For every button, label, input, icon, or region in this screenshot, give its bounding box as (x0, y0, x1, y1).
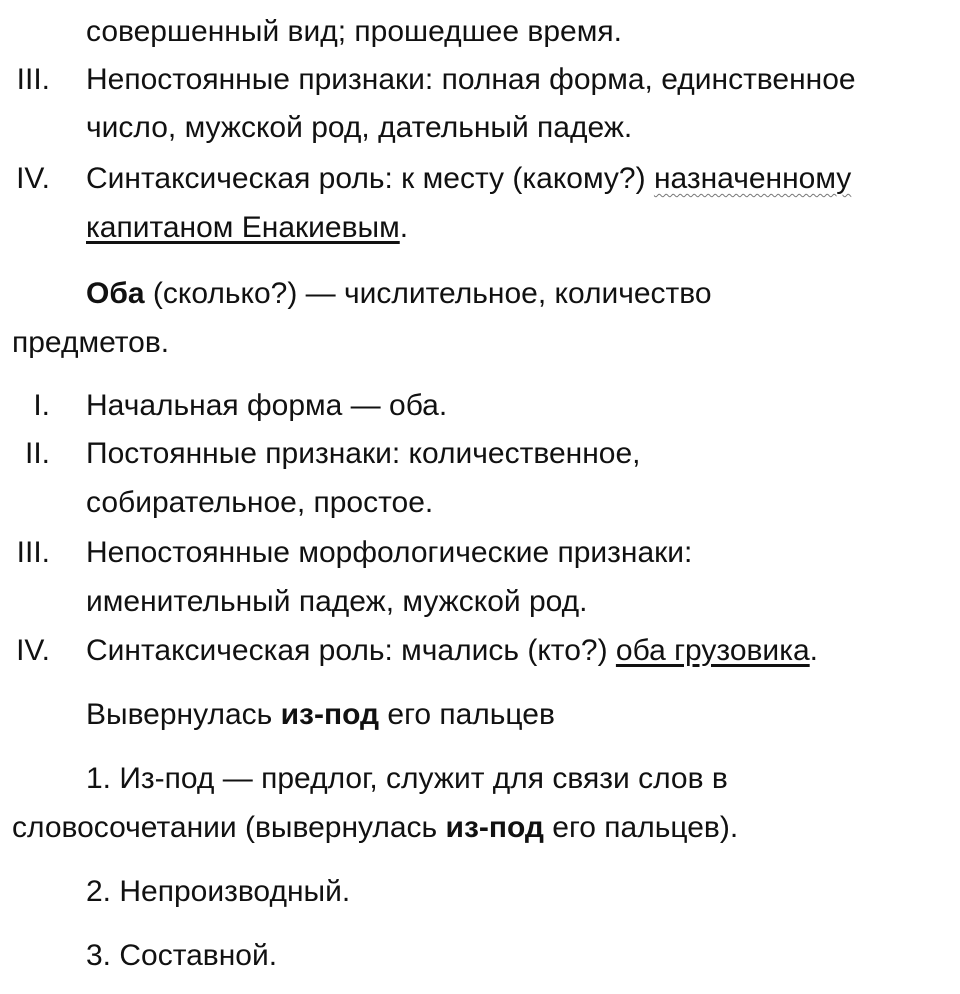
list-item-text (86, 210, 408, 246)
text-segment: Синтаксическая роль: к месту (какому?) (86, 162, 654, 195)
list-number: III. (16, 63, 50, 96)
text-segment: Синтаксическая роль: мчались (кто?) (86, 634, 616, 667)
text-segment: его пальцев (379, 698, 555, 731)
list-number: I. (33, 389, 50, 422)
list-item-text: собирательное, простое. (86, 486, 434, 519)
text-line: совершенный вид; прошедшее время. (86, 15, 622, 48)
bold-word: Оба (86, 277, 145, 310)
list-item-text: именительный падеж, мужской род. (86, 585, 588, 618)
paragraph-line: 3. Составной. (86, 939, 278, 972)
text-segment: . (809, 634, 819, 667)
paragraph-line: 1. Из-под — предлог, служит для связи слов в (86, 762, 728, 795)
text-segment: Вывернулась (86, 698, 281, 731)
underlined-phrase: капитаном Енакиевым (86, 211, 400, 244)
list-item-text (86, 633, 818, 669)
list-item-text: Непостоянные морфологические признаки: (86, 536, 693, 569)
paragraph-line: предметов. (12, 326, 170, 359)
text-segment: словосочетании (вывернулась (12, 811, 446, 844)
list-item-text: Непостоянные признаки: полная форма, единственное (86, 63, 856, 96)
paragraph-line: 2. Непроизводный. (86, 875, 351, 908)
list-number: IV. (16, 634, 50, 667)
bold-word: из-под (280, 698, 380, 731)
list-item-text: число, мужской род, дательный падеж. (86, 111, 633, 144)
list-item-text (86, 161, 851, 197)
paragraph-line (86, 276, 712, 312)
list-number: III. (16, 536, 50, 569)
list-number: IV. (16, 162, 50, 195)
list-item-text: Начальная форма — оба. (86, 389, 448, 422)
text-segment: его пальцев). (543, 811, 739, 844)
bold-word: из-под (445, 811, 544, 844)
text-segment: . (399, 211, 409, 244)
underlined-phrase: оба грузовика (615, 634, 810, 667)
paragraph-line (12, 810, 738, 846)
paragraph-line (86, 697, 555, 733)
list-item-text: Постоянные признаки: количественное, (86, 437, 641, 470)
text-segment: (сколько?) — числительное, количество (144, 277, 712, 310)
list-number: II. (24, 437, 50, 470)
underlined-word: назначенному (653, 162, 852, 195)
